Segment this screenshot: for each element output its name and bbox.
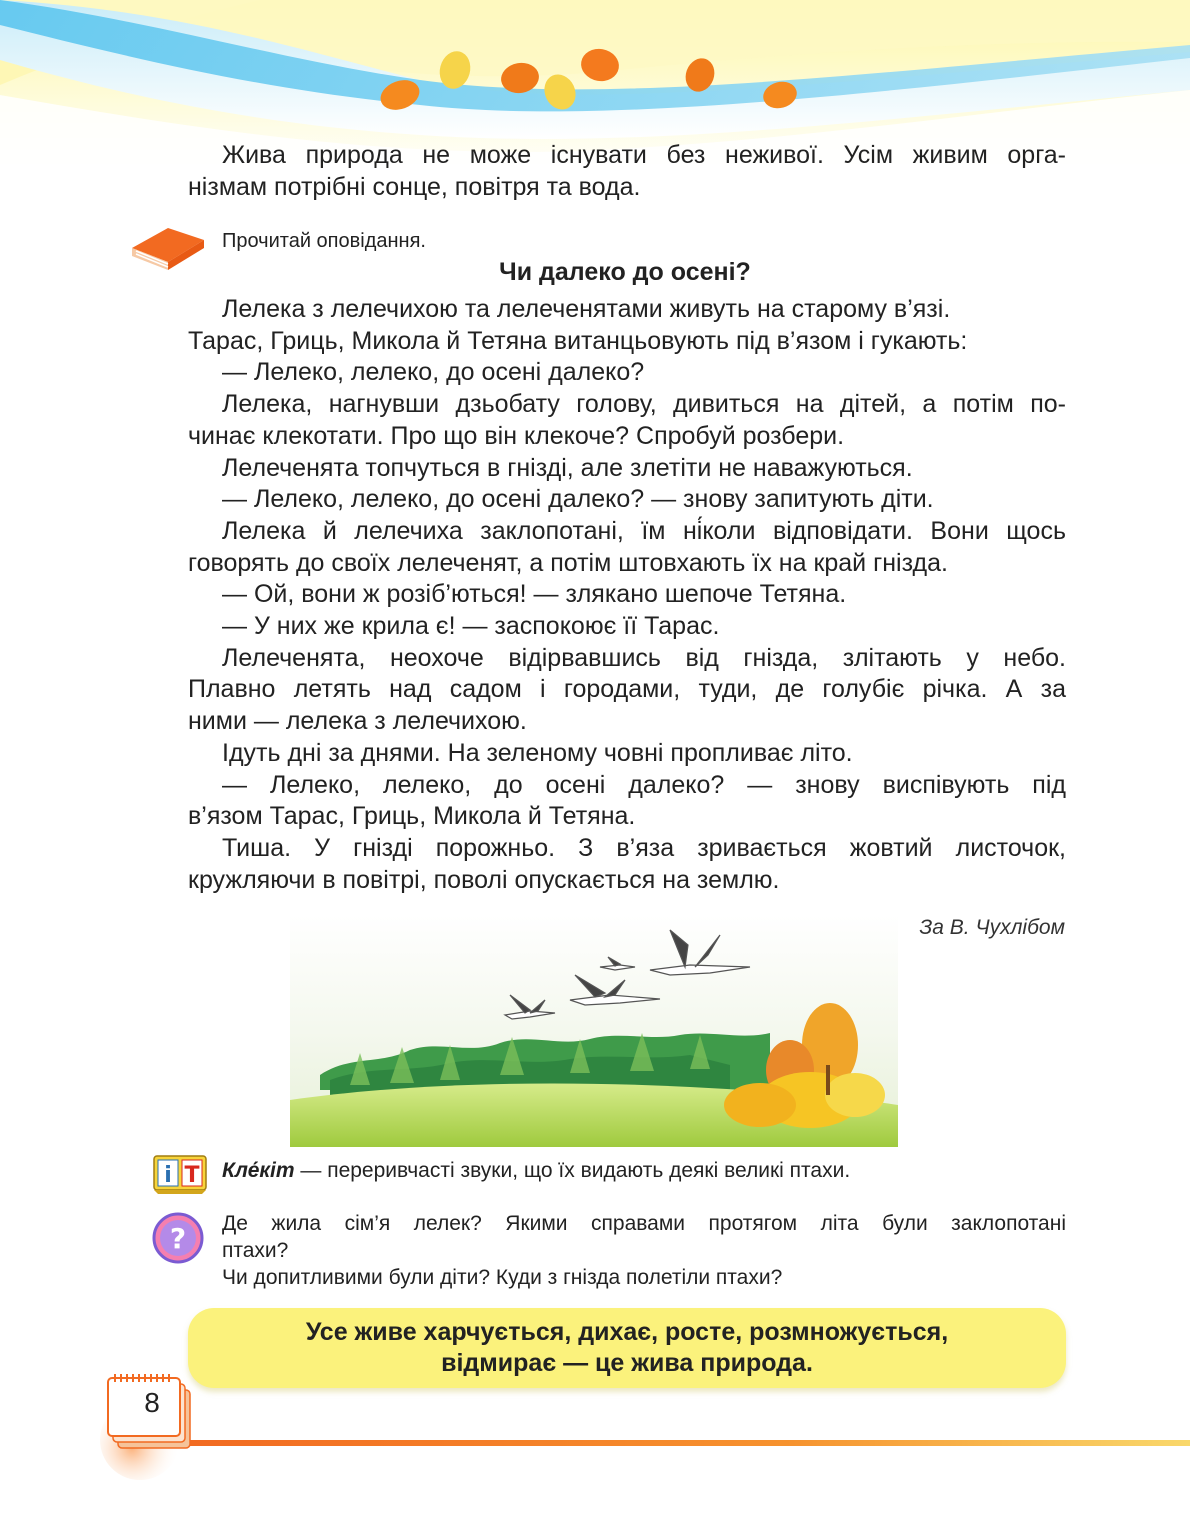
storks-illustration <box>290 915 898 1147</box>
svg-text:?: ? <box>169 1222 187 1255</box>
footer-line <box>180 1440 1190 1446</box>
story-line: Плавно летять над садом і городами, туди, де голубіє річка. А за <box>188 675 1066 704</box>
intro-line: нізмам потрібні сонце, повітря та вода. <box>188 172 641 201</box>
rule-line: відмирає — це жива природа. <box>441 1349 813 1377</box>
story-text <box>188 294 1066 896</box>
svg-text:T: T <box>184 1163 200 1188</box>
story-line: — Лелеко, лелеко, до осені далеко? <box>222 358 645 387</box>
intro-paragraph <box>188 140 1066 203</box>
story-line: — Лелеко, лелеко, до осені далеко? — знову виспівують під <box>222 770 1066 799</box>
page-number: 8 <box>144 1387 160 1418</box>
story-line: Лелеченята топчуться в гнізді, але злетіти не наважуються. <box>222 453 913 482</box>
story-line: Лелека, нагнувши дзьобату голову, дивиться на дітей, а потім по- <box>222 390 1066 419</box>
story-line: говорять до своїх лелеченят, а потім штовхають їх на край гнізда. <box>188 548 948 577</box>
definition-term: Кле́кіт <box>222 1159 295 1182</box>
story-line: — У них же крила є! — заспокоює її Тарас. <box>222 612 720 641</box>
question-line: Де жила сім’я лелек? Якими справами протягом літа були заклопотані <box>222 1212 1066 1235</box>
story-line: Тиша. У гнізді порожньо. З в’яза зривається жовтий листочок, <box>222 833 1066 862</box>
story-line: — Лелеко, лелеко, до осені далеко? — знову запитують діти. <box>222 485 934 514</box>
svg-text:i: i <box>164 1163 172 1188</box>
story-author: За В. Чухлібом <box>919 916 1065 939</box>
intro-line: Жива природа не може існувати без неживої. Усім живим орга- <box>222 141 1066 169</box>
term-definition <box>222 1159 850 1183</box>
story-line: чинає клекотати. Про що він клекоче? Спробуй розбери. <box>188 421 845 450</box>
question-icon <box>152 1212 204 1264</box>
rule-line: Усе живе харчується, дихає, росте, розмножується, <box>305 1318 949 1346</box>
question-line: птахи? <box>222 1239 289 1262</box>
rule-box <box>188 1308 1066 1388</box>
story-line: ними — лелека з лелечихою. <box>188 707 527 736</box>
story-line: — Ой, вони ж розіб’ються! — злякано шепоче Тетяна. <box>222 580 847 609</box>
story-line: кружляючи в повітрі, поволі опускається на землю. <box>188 865 780 894</box>
story-line: Тарас, Гриць, Микола й Тетяна витанцьовують під в’язом і гукають: <box>188 326 968 355</box>
story-line: Лелеченята, неохоче відірвавшись від гнізда, злітають у небо. <box>222 643 1066 672</box>
story-title: Чи далеко до осені? <box>499 258 751 286</box>
story-line: в’язом Тарас, Гриць, Микола й Тетяна. <box>188 802 636 831</box>
story-line: Лелека з лелечихою та лелеченятами живуть на старому в’язі. <box>222 295 951 323</box>
story-line: Лелека й лелечиха заклопотані, їм ні́коли відповідати. Вони щось <box>222 516 1066 545</box>
info-text-icon <box>152 1152 208 1196</box>
question-line: Чи допитливими були діти? Куди з гнізда полетіли птахи? <box>222 1266 783 1289</box>
questions <box>222 1210 1066 1291</box>
instruction: Прочитай оповідання. <box>222 230 426 252</box>
definition-text: — переривчасті звуки, що їх видають деякі великі птахи. <box>294 1159 851 1182</box>
story-line: Ідуть дні за днями. На зеленому човні пропливає літо. <box>222 738 853 767</box>
